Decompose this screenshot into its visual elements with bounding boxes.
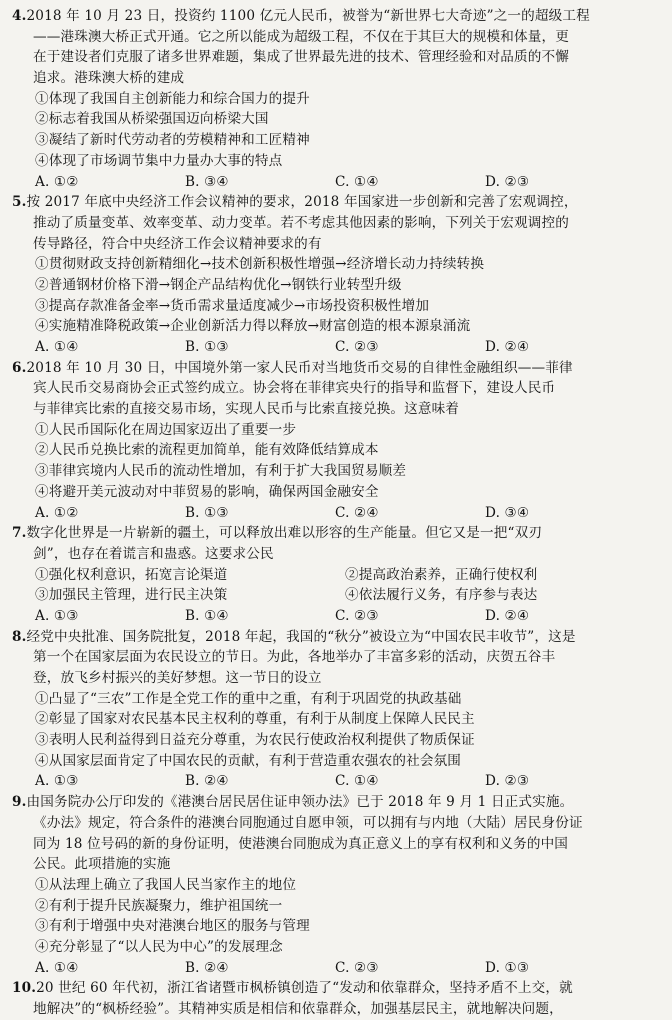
question-number: 10. — [12, 980, 37, 997]
option-item: ①从法理上确立了我国人民当家作主的地位 — [35, 876, 297, 893]
question-8 — [12, 627, 658, 793]
option-item: ①体现了我国自主创新能力和综合国力的提升 — [35, 90, 310, 107]
question-number: 7. — [12, 525, 27, 542]
answer-choice-d: D. ②③ — [485, 773, 530, 790]
question-number: 8. — [12, 628, 27, 645]
question-stem-line: 20 世纪 60 年代初，浙江省诸暨市枫桥镇创造了“发动和依靠群众，坚持矛盾不上交，就 — [36, 980, 573, 997]
answer-choice-a: A. ①④ — [35, 959, 79, 976]
question-number: 6. — [12, 359, 27, 376]
option-item: ①强化权利意识，拓宽言论渠道 — [35, 566, 228, 583]
option-item: ③加强民主管理，进行民主决策 — [35, 587, 228, 604]
option-item: ④依法履行义务，有序参与表达 — [345, 587, 538, 604]
question-5 — [12, 192, 658, 358]
answer-choice-c: C. ②④ — [335, 504, 379, 521]
question-number: 9. — [12, 794, 27, 811]
answer-choices — [12, 771, 658, 792]
answer-choice-c: C. ②③ — [335, 339, 379, 355]
option-item: ③有利于增强中央对港澳台地区的服务与管理 — [35, 918, 310, 935]
answer-choice-d: D. ①③ — [485, 959, 530, 976]
question-6 — [12, 358, 658, 524]
option-item: ②标志着我国从桥梁强国迈向桥梁大国 — [35, 111, 269, 128]
option-row — [12, 565, 658, 586]
answer-choice-b: B. ③④ — [185, 173, 229, 190]
option-item: ②彰显了国家对农民基本民主权利的尊重，有利于从制度上保障人民民主 — [35, 711, 475, 728]
question-stem-line: 推动了质量变革、效率变革、动力变革。若不考虑其他因素的影响，下列关于宏观调控的 — [33, 214, 570, 231]
answer-choices — [12, 172, 658, 193]
option-item: ④从国家层面肯定了中国农民的贡献，有利于营造重农强农的社会氛围 — [35, 752, 462, 769]
option-item: ④体现了市场调节集中力量办大事的特点 — [35, 152, 283, 169]
answer-choice-b: B. ②④ — [185, 773, 229, 790]
question-stem-line: 数字化世界是一片崭新的疆土，可以释放出难以形容的生产能量。但它又是一把“双刃 — [26, 525, 543, 542]
option-item: ①人民币国际化在周边国家迈出了重要一步 — [35, 421, 297, 438]
answer-choice-c: C. ①④ — [335, 173, 379, 190]
question-stem-line: 按 2017 年底中央经济工作会议精神的要求，2018 年国家进一步创新和完善了宏观调控， — [26, 194, 578, 211]
option-item: ②人民币兑换比索的流程更加简单，能有效降低结算成本 — [35, 442, 379, 459]
option-item: ④实施精准降税政策→企业创新活力得以释放→财富创造的根本源泉涌流 — [35, 318, 471, 335]
question-stem-line: 公民。此项措施的实施 — [33, 856, 171, 873]
answer-choices — [12, 337, 658, 358]
question-stem-line: 2018 年 10 月 23 日，投资约 1100 亿元人民币，被誉为“新世界七大奇迹”之一的超级工程 — [26, 8, 590, 24]
answer-choice-a: A. ①③ — [35, 607, 79, 624]
question-stem-line: 宾人民币交易商协会正式签约成立。协会将在菲律宾央行的指导和监督下，建设人民币 — [33, 380, 556, 397]
answer-choices — [12, 958, 658, 979]
option-item: ④将避开美元波动对中菲贸易的影响，确保两国金融安全 — [35, 483, 379, 500]
option-item: ③凝结了新时代劳动者的劳模精神和工匠精神 — [35, 132, 310, 149]
question-stem-line: 经党中央批准、国务院批复，2018 年起，我国的“秋分”被设立为“中国农民丰收节”，这是 — [26, 628, 576, 645]
question-stem-line: 在于建设者们克服了诸多世界难题，集成了世界最先进的技术、管理经验和对品质的不懈 — [33, 49, 570, 66]
question-stem-line: 传导路径，符合中央经济工作会议精神要求的有 — [33, 235, 322, 252]
question-number: 5. — [12, 194, 27, 211]
answer-choice-a: A. ①③ — [35, 773, 79, 790]
option-row — [12, 585, 658, 606]
answer-choice-b: B. ②④ — [185, 959, 229, 976]
question-stem-line: 地解决”的“枫桥经验”。其精神实质是相信和依靠群众，加强基层民主，就地解决问题， — [33, 1001, 563, 1017]
question-number: 4. — [12, 8, 27, 24]
option-item: ③表明人民利益得到日益充分尊重，为农民行使政治权利提供了物质保证 — [35, 732, 475, 749]
answer-choice-b: B. ①④ — [185, 607, 229, 624]
question-stem-line: 由国务院办公厅印发的《港澳台居民居住证申领办法》已于 2018 年 9 月 1 日正式实施。 — [26, 794, 574, 811]
answer-choices — [12, 503, 658, 524]
answer-choice-a: A. ①② — [35, 173, 79, 190]
question-stem-line: ——港珠澳大桥正式开通。它之所以能成为超级工程，不仅在于其巨大的规模和体量，更 — [33, 28, 570, 45]
question-9 — [12, 792, 658, 978]
option-item: ②提高政治素养，正确行使权利 — [345, 566, 538, 583]
question-10 — [12, 978, 658, 1019]
answer-choice-d: D. ②③ — [485, 173, 530, 190]
question-stem-line: 2018 年 10 月 30 日，中国境外第一家人民币对当地货币交易的自律性金融组织——菲律 — [26, 359, 573, 376]
question-stem-line: 剑”，也存在着谎言和蛊惑。这要求公民 — [33, 545, 274, 562]
option-item: ①贯彻财政支持创新精细化→技术创新积极性增强→经济增长动力持续转换 — [35, 256, 485, 273]
option-item: ③提高存款准备金率→货币需求量适度减少→市场投资积极性增加 — [35, 297, 430, 314]
answer-choice-c: C. ①④ — [335, 773, 379, 790]
answer-choice-a: A. ①④ — [35, 339, 79, 355]
question-stem-line: 与菲律宾比索的直接交易市场，实现人民币与比索直接兑换。这意味着 — [33, 401, 460, 418]
question-stem-line: 登，放飞乡村振兴的美好梦想。这一节日的设立 — [33, 670, 322, 686]
answer-choice-a: A. ①② — [35, 504, 79, 521]
answer-choice-d: D. ②④ — [485, 339, 530, 355]
question-stem-line: 同为 18 位号码的新的身份证明，使港澳台同胞成为真正意义上的享有权利和义务的中国 — [33, 835, 569, 852]
answer-choice-c: C. ②③ — [335, 607, 379, 624]
answer-choice-d: D. ②④ — [485, 607, 530, 624]
option-item: ②有利于提升民族凝聚力，维护祖国统一 — [35, 897, 283, 914]
option-item: ②普通钢材价格下滑→钢企产品结构优化→钢铁行业转型升级 — [35, 276, 402, 293]
answer-choice-b: B. ①③ — [185, 339, 229, 355]
question-4 — [12, 6, 658, 192]
option-item: ④充分彰显了“以人民为中心”的发展理念 — [35, 938, 283, 955]
answer-choice-c: C. ②③ — [335, 959, 379, 976]
answer-choice-b: B. ①③ — [185, 504, 229, 521]
answer-choices — [12, 606, 658, 627]
option-item: ③菲律宾境内人民币的流动性增加，有利于扩大我国贸易顺差 — [35, 463, 407, 480]
question-stem-line: 第一个在国家层面为农民设立的节日。为此，各地举办了丰富多彩的活动，庆贺五谷丰 — [33, 649, 556, 666]
question-stem-line: 追求。港珠澳大桥的建成 — [33, 70, 185, 87]
option-item: ①凸显了“三农”工作是全党工作的重中之重，有利于巩固党的执政基础 — [35, 690, 462, 707]
answer-choice-d: D. ③④ — [485, 504, 530, 521]
question-stem-line: 《办法》规定，符合条件的港澳台同胞通过自愿申领，可以拥有与内地（大陆）居民身份证 — [33, 814, 583, 831]
question-7 — [12, 523, 658, 626]
